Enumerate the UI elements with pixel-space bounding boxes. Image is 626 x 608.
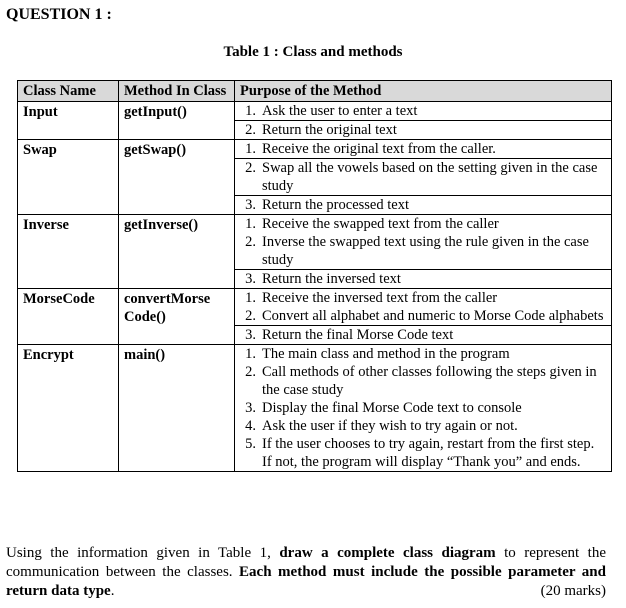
- purpose-step: 2. Swap all the vowels based on the setting given in the case study: [235, 159, 611, 196]
- class-name-cell: Input: [18, 102, 119, 140]
- table-header-row: [18, 81, 612, 102]
- class-methods-table: [17, 80, 612, 472]
- purpose-step: 2. Inverse the swapped text using the rule given in the case study: [235, 233, 611, 270]
- purpose-step: 4. Ask the user if they wish to try again or not.: [245, 418, 518, 434]
- method-cell: convertMorse Code(): [119, 289, 235, 345]
- table-row: [18, 345, 612, 472]
- purpose-step: 1. Ask the user to enter a text: [235, 102, 611, 121]
- instruction-emphasis: draw a complete class diagram: [279, 545, 496, 561]
- question-instruction: Using the information given in Table 1, draw a complete class diagram to represent the communication between the classes. Each method must include the possible parameter and return data type. (20 marks): [6, 545, 606, 599]
- purpose-step: 1. Receive the original text from the caller.: [235, 140, 611, 159]
- instruction-emphasis: Each method must include the possible parameter and return data type: [6, 564, 606, 599]
- purpose-step: 2. Return the original text: [245, 122, 397, 138]
- purpose-cell: [235, 215, 612, 289]
- table-row: [18, 215, 612, 289]
- method-cell: getInverse(): [119, 215, 235, 289]
- class-name-cell: Swap: [18, 140, 119, 215]
- purpose-cell: [235, 289, 612, 345]
- purpose-cell: [235, 140, 612, 215]
- class-name-cell: MorseCode: [18, 289, 119, 345]
- purpose-step: 1. The main class and method in the program: [245, 346, 510, 362]
- header-purpose: Purpose of the Method: [235, 81, 612, 102]
- header-class-name: Class Name: [18, 81, 119, 102]
- method-cell: getInput(): [119, 102, 235, 140]
- header-method: Method In Class: [119, 81, 235, 102]
- purpose-step: 1. Receive the swapped text from the caller: [245, 216, 499, 232]
- purpose-step: 3. Return the processed text: [245, 197, 409, 213]
- purpose-step: 5. If the user chooses to try again, restart from the first step. If not, the program will display “Thank you” and ends.: [245, 436, 595, 470]
- table-caption: Table 1 : Class and methods: [223, 44, 403, 60]
- purpose-step: 2. Convert all alphabet and numeric to Morse Code alphabets: [235, 307, 611, 326]
- class-name-cell: Encrypt: [18, 345, 119, 472]
- class-name-cell: Inverse: [18, 215, 119, 289]
- table-row: [18, 289, 612, 345]
- table-row: [18, 140, 612, 215]
- table-row: [18, 102, 612, 140]
- purpose-step: 2. Call methods of other classes following the steps given in the case study: [245, 364, 597, 398]
- method-cell: main(): [119, 345, 235, 472]
- purpose-cell: [235, 102, 612, 140]
- question-title: QUESTION 1 :: [6, 6, 112, 23]
- purpose-step: 3. Return the final Morse Code text: [245, 327, 454, 343]
- marks-label: (20 marks): [540, 583, 606, 599]
- method-cell: getSwap(): [119, 140, 235, 215]
- purpose-cell: [235, 345, 612, 472]
- purpose-step: 1. Receive the inversed text from the caller: [245, 290, 498, 306]
- purpose-step: 3. Display the final Morse Code text to console: [245, 400, 522, 416]
- purpose-step: 3. Return the inversed text: [245, 271, 401, 287]
